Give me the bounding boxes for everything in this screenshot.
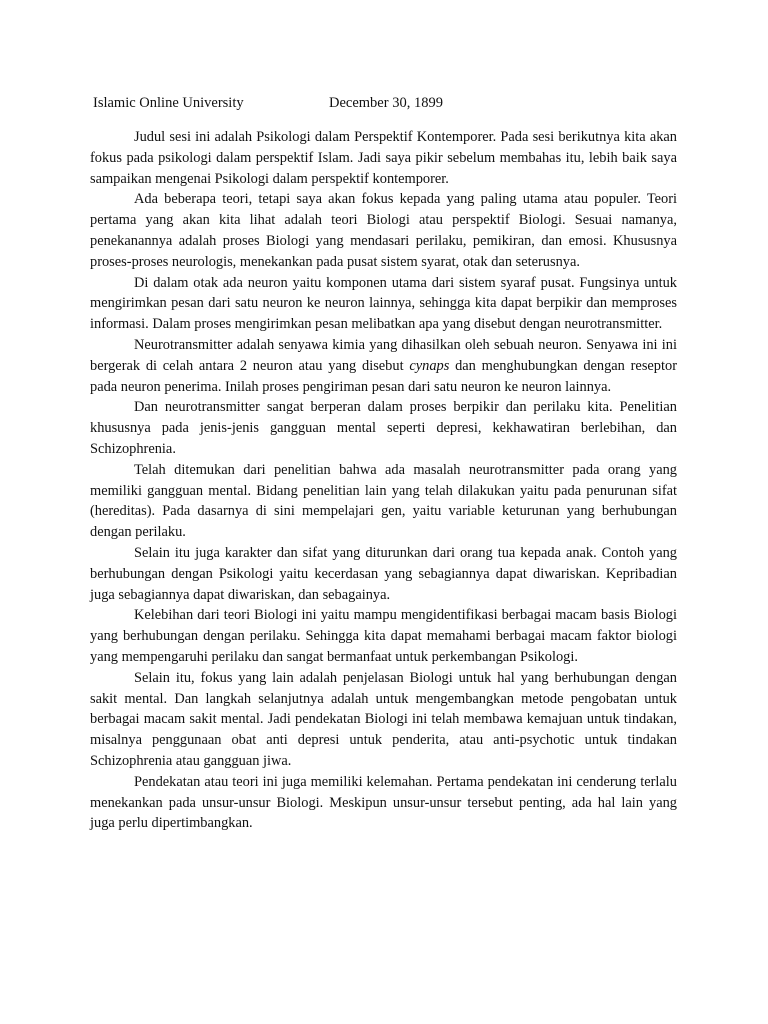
document-body bbox=[90, 127, 677, 834]
header-institution: Islamic Online University bbox=[93, 95, 244, 111]
paragraph: Selain itu juga karakter dan sifat yang diturunkan dari orang tua kepada anak. Contoh yang berhubungan dengan Psikologi yaitu kecerdasan yang sebagiannya dapat diwariskan. Kepribadian juga sebagiannya dapat diwariskan, dan sebagainya. bbox=[90, 544, 677, 603]
paragraph: Ada beberapa teori, tetapi saya akan fokus kepada yang paling utama atau populer. Teori pertama yang akan kita lihat adalah teori Biologi atau perspektif Biologi. Sesuai namanya, penekanannya adalah proses Biologi yang mendasari perilaku, pemikiran, dan emosi. Khususnya proses-proses neurologis, menekankan pada pusat sistem syarat, otak dan seterusnya. bbox=[90, 191, 677, 270]
paragraph-text: Neurotransmitter adalah senyawa kimia yang dihasilkan oleh sebuah neuron. Senyawa ini ini bergerak di celah antara 2 neuron atau yang disebut bbox=[90, 336, 677, 374]
paragraph: Telah ditemukan dari penelitian bahwa ada masalah neurotransmitter pada orang yang memiliki gangguan mental. Bidang penelitian lain yang telah dilakukan yaitu pada penurunan sifat (hereditas). Pada dasarnya di sini mempelajari gen, yaitu variable keturunan yang berhubungan dengan perilaku. bbox=[90, 461, 677, 541]
paragraph: Di dalam otak ada neuron yaitu komponen utama dari sistem syaraf pusat. Fungsinya untuk mengirimkan pesan dari satu neuron ke neuron lainnya, sehingga kita dapat berpikir dan memproses informasi. Dalam proses mengirimkan pesan melibatkan apa yang disebut dengan neurotransmitter. bbox=[90, 274, 677, 333]
italic-term: cynaps bbox=[409, 357, 450, 374]
paragraph: Selain itu, fokus yang lain adalah penjelasan Biologi untuk hal yang berhubungan dengan sakit mental. Dan langkah selanjutnya adalah untuk mengembangkan metode pengobatan untuk berbagai macam sakit mental. Jadi pendekatan Biologi ini telah membawa kemajuan untuk tindakan, misalnya penggunaan obat anti depresi untuk penderita, atau anti-psychotic untuk tindakan Schizophrenia atau gangguan jiwa. bbox=[90, 669, 677, 769]
page-header bbox=[0, 93, 768, 113]
header-date: December 30, 1899 bbox=[329, 95, 443, 111]
paragraph bbox=[90, 335, 677, 397]
paragraph: Kelebihan dari teori Biologi ini yaitu mampu mengidentifikasi berbagai macam basis Biologi yang berhubungan dengan perilaku. Sehingga kita dapat memahami berbagai macam faktor biologi yang mempengaruhi perilaku dan sangat bermanfaat untuk perkembangan Psikologi. bbox=[90, 607, 677, 665]
paragraph: Pendekatan atau teori ini juga memiliki kelemahan. Pertama pendekatan ini cenderung terlalu menekankan pada unsur-unsur Biologi. Meskipun unsur-unsur tersebut penting, ada hal lain yang juga perlu dipertimbangkan. bbox=[90, 773, 677, 832]
paragraph: Dan neurotransmitter sangat berperan dalam proses berpikir dan perilaku kita. Penelitian khususnya pada jenis-jenis gangguan mental seperti depresi, kekhawatiran berlebihan, dan Schizophrenia. bbox=[90, 399, 677, 457]
paragraph: Judul sesi ini adalah Psikologi dalam Perspektif Kontemporer. Pada sesi berikutnya kita akan fokus pada psikologi dalam perspektif Islam. Jadi saya pikir sebelum membahas itu, lebih baik saya sampaikan mengenai Psikologi dalam perspektif kontemporer. bbox=[90, 129, 677, 187]
paragraph-text: dan menghubungkan dengan reseptor pada neuron penerima. Inilah proses pengiriman pesan dari satu neuron ke neuron lainnya. bbox=[90, 357, 677, 395]
